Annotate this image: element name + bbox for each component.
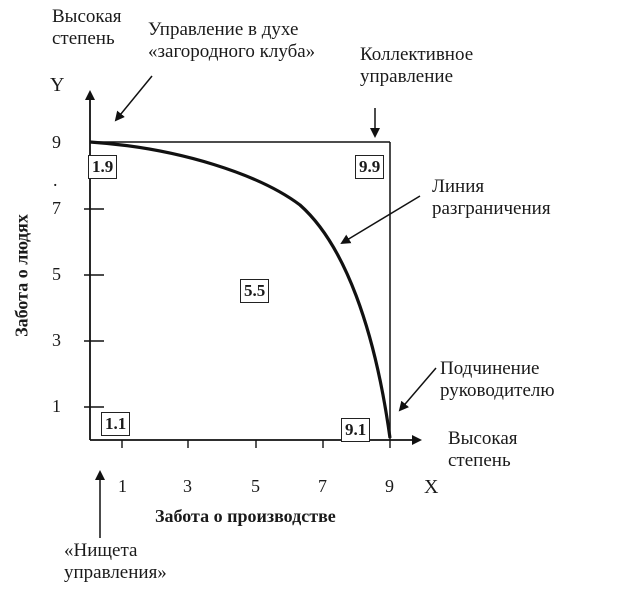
label-country-club-line1: Управление в духе bbox=[148, 19, 299, 40]
arrow-obedience bbox=[400, 368, 436, 410]
label-boundary-line2: разграничения bbox=[432, 198, 551, 219]
y-ticks bbox=[84, 209, 104, 407]
x-tick-1: 1 bbox=[118, 476, 127, 496]
x-tick-7: 7 bbox=[318, 476, 327, 496]
label-obedience bbox=[440, 358, 555, 402]
label-boundary bbox=[432, 176, 551, 220]
box-1-1: 1.1 bbox=[101, 412, 130, 436]
y-tick-1: 1 bbox=[52, 396, 61, 416]
y-axis-title: Забота о людях bbox=[11, 214, 32, 337]
label-high-y-line1: Высокая bbox=[52, 6, 122, 27]
label-boundary-line1: Линия bbox=[432, 176, 485, 197]
label-high-x-line2: степень bbox=[448, 450, 511, 471]
label-obedience-line1: Подчинение bbox=[440, 358, 540, 379]
x-tick-9: 9 bbox=[385, 476, 394, 496]
box-9-9: 9.9 bbox=[355, 155, 384, 179]
arrow-boundary bbox=[342, 196, 420, 243]
box-1-9: 1.9 bbox=[88, 155, 117, 179]
label-obedience-line2: руководителю bbox=[440, 380, 555, 401]
y-tick-3: 3 bbox=[52, 330, 61, 350]
y-tick-7: 7 bbox=[52, 198, 61, 218]
box-9-1: 9.1 bbox=[341, 418, 370, 442]
label-team-line1: Коллективное bbox=[360, 44, 474, 65]
label-high-x bbox=[448, 428, 518, 472]
label-poverty-line2: управления» bbox=[64, 562, 167, 583]
y-axis-letter: Y bbox=[50, 74, 65, 96]
label-team-line2: управление bbox=[360, 66, 454, 87]
y-tick-dot: . bbox=[53, 170, 58, 190]
y-tick-9: 9 bbox=[52, 132, 61, 152]
label-team bbox=[360, 44, 473, 88]
label-poverty-line1: «Нищета bbox=[64, 540, 138, 561]
label-country-club bbox=[148, 19, 315, 63]
x-axis-title: Забота о производстве bbox=[155, 506, 336, 526]
box-5-5: 5.5 bbox=[240, 279, 269, 303]
y-tick-5: 5 bbox=[52, 264, 61, 284]
label-high-x-line1: Высокая bbox=[448, 428, 518, 449]
x-tick-5: 5 bbox=[251, 476, 260, 496]
label-country-club-line2: «загородного клуба» bbox=[148, 41, 316, 62]
label-poverty bbox=[64, 540, 167, 584]
x-tick-3: 3 bbox=[183, 476, 192, 496]
x-axis-letter: X bbox=[424, 476, 439, 498]
label-high-y bbox=[52, 6, 122, 50]
label-high-y-line2: степень bbox=[52, 28, 115, 49]
arrow-country-club bbox=[116, 76, 152, 120]
